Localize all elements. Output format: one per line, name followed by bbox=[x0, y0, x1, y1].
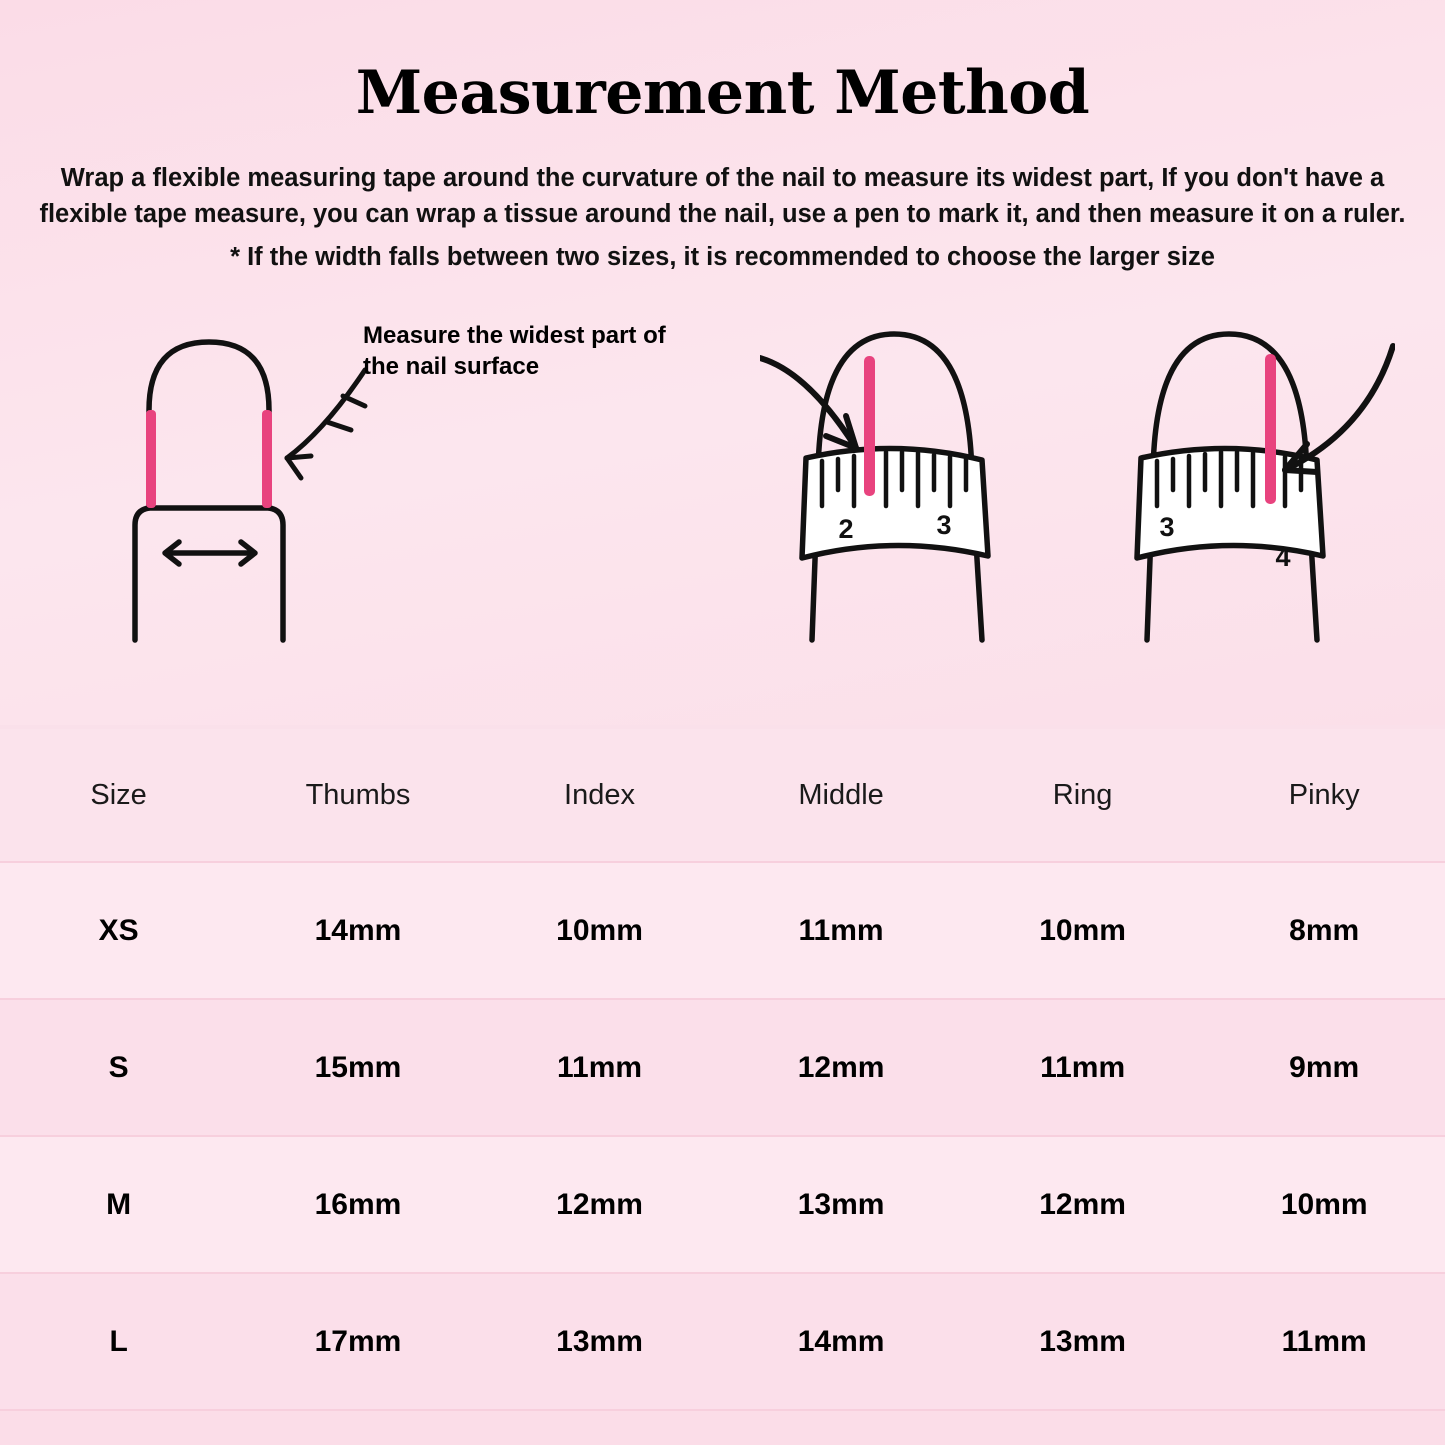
size-table-section bbox=[0, 725, 1445, 1445]
cell-thumbs: 14mm bbox=[237, 862, 479, 999]
cell-pinky: 9mm bbox=[1203, 999, 1445, 1136]
column-header-size: Size bbox=[0, 729, 237, 862]
table-row bbox=[0, 1273, 1445, 1410]
instructions-text: Wrap a flexible measuring tape around the curvature of the nail to measure its widest part, If you don't have a flexible tape measure, you can wrap a tissue around the nail, use a pen to mark it, and then measure it on a ruler. bbox=[39, 164, 1406, 229]
column-header-middle: Middle bbox=[720, 729, 962, 862]
svg-text:4: 4 bbox=[1275, 541, 1291, 572]
cell-index: 11mm bbox=[479, 999, 721, 1136]
cell-ring: 11mm bbox=[962, 999, 1204, 1136]
cell-pinky: 11mm bbox=[1203, 1273, 1445, 1410]
finger-ruler-left-icon bbox=[760, 310, 1060, 650]
cell-middle: 13mm bbox=[720, 1136, 962, 1273]
figure-nail-width bbox=[75, 310, 395, 655]
column-header-thumbs: Thumbs bbox=[237, 729, 479, 862]
svg-text:3: 3 bbox=[1159, 511, 1175, 542]
cell-thumbs: 15mm bbox=[237, 999, 479, 1136]
cell-size: S bbox=[0, 999, 237, 1136]
size-note: * If the width falls between two sizes, it is recommended to choose the larger size bbox=[230, 243, 1215, 272]
table-row bbox=[0, 862, 1445, 999]
cell-ring: 10mm bbox=[962, 862, 1204, 999]
svg-text:3: 3 bbox=[936, 509, 952, 540]
cell-index: 10mm bbox=[479, 862, 721, 999]
cell-pinky: 8mm bbox=[1203, 862, 1445, 999]
cell-middle: 11mm bbox=[720, 862, 962, 999]
callout-label: Measure the widest part of the nail surface bbox=[363, 321, 666, 381]
diagram-figures bbox=[0, 310, 1445, 670]
bottom-strip bbox=[0, 1411, 1445, 1445]
instructions-block bbox=[28, 160, 1418, 276]
figure-ruler-right bbox=[1095, 310, 1395, 655]
cell-middle: 12mm bbox=[720, 999, 962, 1136]
cell-thumbs: 16mm bbox=[237, 1136, 479, 1273]
cell-ring: 12mm bbox=[962, 1136, 1204, 1273]
cell-size: M bbox=[0, 1136, 237, 1273]
table-row bbox=[0, 1136, 1445, 1273]
figure-ruler-left bbox=[760, 310, 1060, 655]
nail-width-icon bbox=[75, 310, 395, 650]
cell-index: 12mm bbox=[479, 1136, 721, 1273]
cell-ring: 13mm bbox=[962, 1273, 1204, 1410]
svg-text:2: 2 bbox=[838, 513, 854, 544]
cell-size: XS bbox=[0, 862, 237, 999]
cell-middle: 14mm bbox=[720, 1273, 962, 1410]
column-header-ring: Ring bbox=[962, 729, 1204, 862]
page-title: Measurement Method bbox=[355, 58, 1090, 128]
cell-index: 13mm bbox=[479, 1273, 721, 1410]
column-header-pinky: Pinky bbox=[1203, 729, 1445, 862]
size-table bbox=[0, 729, 1445, 1411]
cell-thumbs: 17mm bbox=[237, 1273, 479, 1410]
column-header-index: Index bbox=[479, 729, 721, 862]
cell-size: L bbox=[0, 1273, 237, 1410]
finger-ruler-right-icon bbox=[1095, 310, 1395, 650]
cell-pinky: 10mm bbox=[1203, 1136, 1445, 1273]
table-header-row bbox=[0, 729, 1445, 862]
table-row bbox=[0, 999, 1445, 1136]
